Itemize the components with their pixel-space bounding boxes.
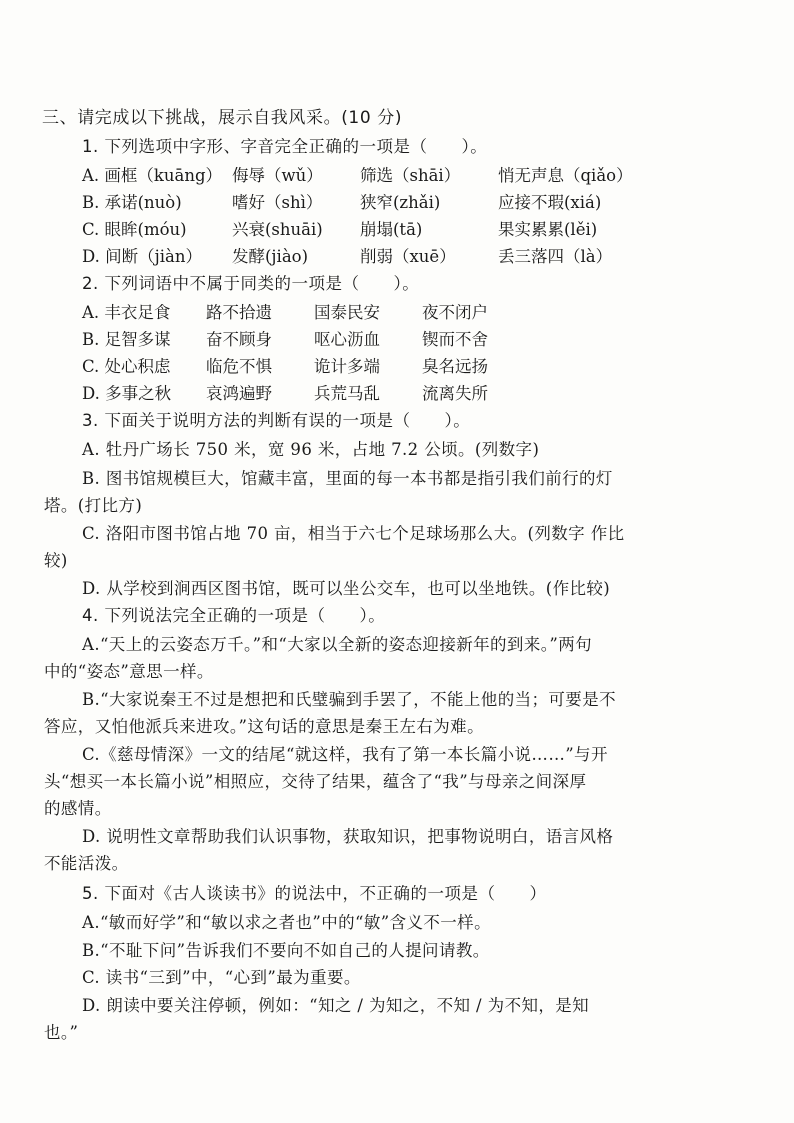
- q2-c-item1: C. 处心积虑: [82, 357, 171, 376]
- q2-c-item2: 临危不惧: [206, 357, 272, 376]
- q3-stem: 3. 下面关于说明方法的判断有误的一项是（ ）。: [82, 411, 471, 430]
- q4-option-d-line2: 不能活泼。: [44, 854, 129, 873]
- q3-option-a: A. 牡丹广场长 750 米，宽 96 米，占地 7.2 公顷。(列数字): [82, 440, 540, 459]
- q2-stem: 2. 下列词语中不属于同类的一项是（ ）。: [82, 274, 420, 293]
- q1-b-item1: B. 承诺(nuò): [82, 193, 182, 212]
- q1-b-item4: 应接不瑕(xiá): [498, 193, 602, 212]
- q3-option-c-line1: C. 洛阳市图书馆占地 70 亩，相当于六七个足球场那么大。(列数字 作比: [82, 524, 625, 543]
- q4-option-c-line2: 头“想买一本长篇小说”相照应，交待了结果，蕴含了“我”与母亲之间深厚: [44, 772, 587, 791]
- q1-c-item4: 果实累累(lěi): [498, 220, 598, 239]
- q3-option-b-line1: B. 图书馆规模巨大，馆藏丰富，里面的每一本书都是指引我们前行的灯: [82, 469, 613, 488]
- q3-option-d: D. 从学校到涧西区图书馆，既可以坐公交车，也可以坐地铁。(作比较): [82, 579, 611, 598]
- q4-option-b-line2: 答应，又怕他派兵来进攻。”这句话的意思是秦王左右为难。: [44, 717, 484, 736]
- q2-b-item3: 呕心沥血: [314, 330, 380, 349]
- q1-c-item1: C. 眼眸(móu): [82, 220, 187, 239]
- q2-a-item2: 路不拾遗: [206, 303, 272, 322]
- q2-a-item1: A. 丰衣足食: [82, 303, 171, 322]
- q2-d-item1: D. 多事之秋: [82, 384, 172, 403]
- q4-option-b-line1: B.“大家说秦王不过是想把和氏璧骗到手罢了，不能上他的当；可要是不: [82, 690, 617, 709]
- q5-option-d-line1: D. 朗读中要关注停顿，例如：“知之 / 为知之，不知 / 为不知，是知: [82, 996, 590, 1015]
- q2-c-item3: 诡计多端: [314, 357, 380, 376]
- q1-d-item3: 削弱（xuē）: [360, 247, 456, 266]
- q5-option-c: C. 读书“三到”中，“心到”最为重要。: [82, 968, 361, 987]
- q5-option-b: B.“不耻下问”告诉我们不要向不如自己的人提问请教。: [82, 941, 490, 960]
- q5-stem: 5. 下面对《古人谈读书》的说法中，不正确的一项是（ ）: [82, 884, 547, 903]
- q1-a-item3: 筛选（shāi）: [360, 166, 461, 185]
- q2-d-item4: 流离失所: [422, 384, 488, 403]
- q1-b-item3: 狭窄(zhǎi): [360, 193, 441, 212]
- q2-a-item3: 国泰民安: [314, 303, 380, 322]
- q1-c-item2: 兴衰(shuāi): [232, 220, 323, 239]
- q2-b-item4: 锲而不舍: [422, 330, 488, 349]
- q4-option-c-line3: 的感情。: [44, 799, 112, 818]
- q5-option-a: A.“敏而好学”和“敏以求之者也”中的“敏”含义不一样。: [82, 913, 491, 932]
- q4-option-d-line1: D. 说明性文章帮助我们认识事物，获取知识，把事物说明白，语言风格: [82, 827, 614, 846]
- q1-a-item4: 悄无声息（qiǎo）: [498, 166, 633, 185]
- q4-option-c-line1: C.《慈母情深》一文的结尾“就这样，我有了第一本长篇小说……”与开: [82, 745, 608, 764]
- q3-option-b-line2: 塔。(打比方): [44, 496, 143, 515]
- q1-stem: 1. 下列选项中字形、字音完全正确的一项是（ ）。: [82, 137, 488, 156]
- section-heading: 三、请完成以下挑战，展示自我风采。(10 分): [42, 108, 403, 128]
- q3-option-c-line2: 较): [44, 551, 68, 570]
- q2-d-item2: 哀鸿遍野: [206, 384, 272, 403]
- q2-c-item4: 臭名远扬: [422, 357, 488, 376]
- q2-b-item2: 奋不顾身: [206, 330, 272, 349]
- q4-stem: 4. 下列说法完全正确的一项是（ ）。: [82, 606, 386, 625]
- q4-option-a-line2: 中的“姿态”意思一样。: [44, 662, 214, 681]
- q5-option-d-line2: 也。”: [44, 1023, 79, 1042]
- q2-b-item1: B. 足智多谋: [82, 330, 171, 349]
- q2-a-item4: 夜不闭户: [422, 303, 488, 322]
- q4-option-a-line1: A.“天上的云姿态万千。”和“大家以全新的姿态迎接新年的到来。”两句: [82, 635, 593, 654]
- q1-a-item2: 侮辱（wǔ）: [232, 166, 323, 185]
- q1-d-item1: D. 间断（jiàn）: [82, 247, 202, 266]
- q1-d-item2: 发酵(jiào): [232, 247, 309, 266]
- q1-c-item3: 崩塌(tā): [360, 220, 423, 239]
- q2-d-item3: 兵荒马乱: [314, 384, 380, 403]
- q1-a-item1: A. 画框（kuāng）: [82, 166, 223, 185]
- q1-b-item2: 嗜好（shì）: [232, 193, 323, 212]
- q1-d-item4: 丢三落四（là）: [498, 247, 613, 266]
